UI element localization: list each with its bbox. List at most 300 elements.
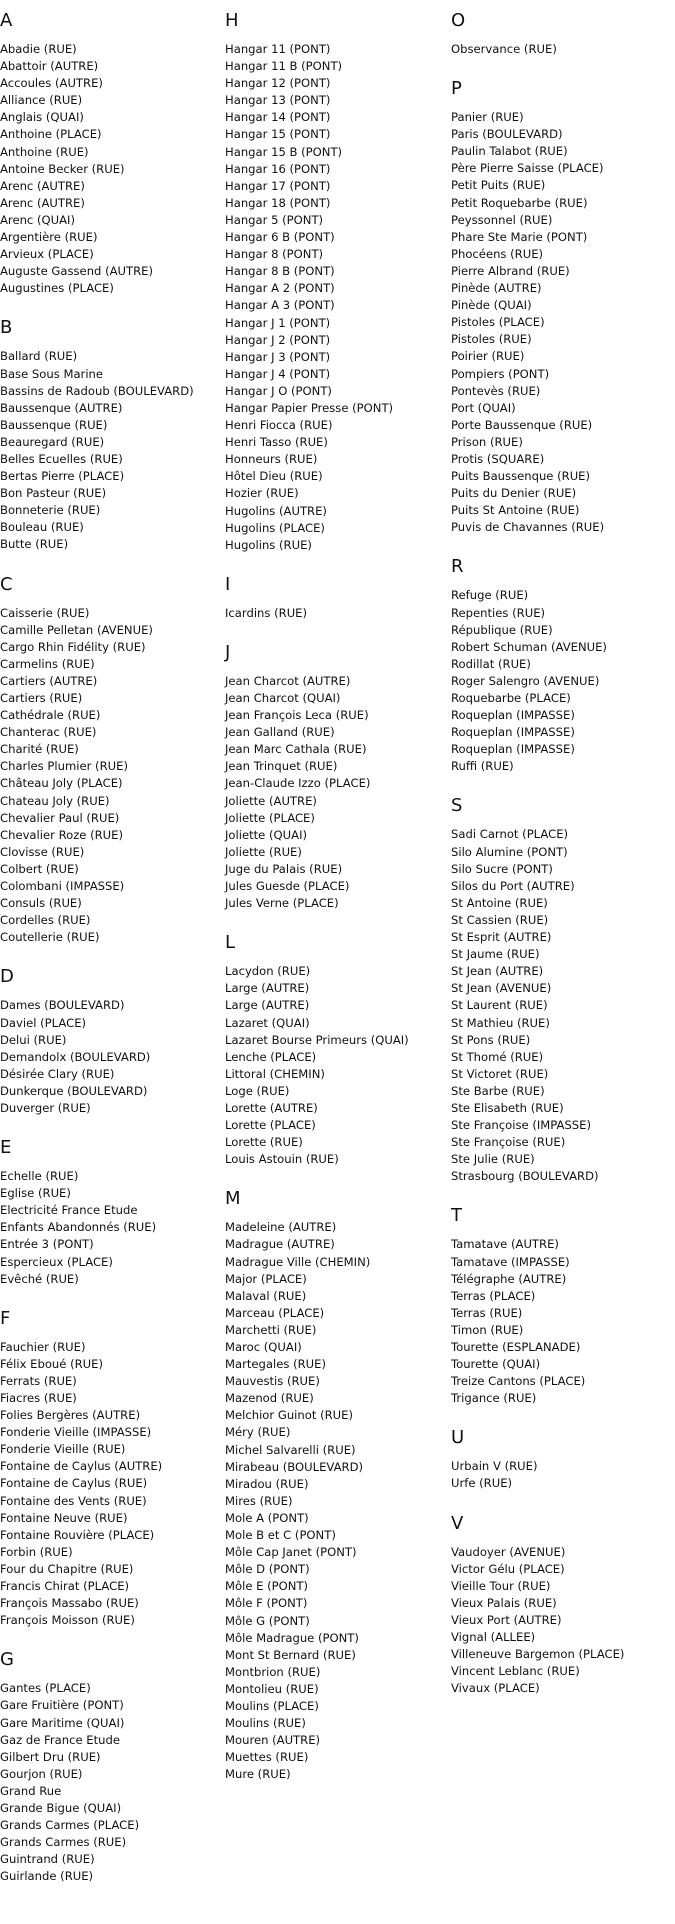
street-entry: Pompiers (PONT) xyxy=(451,366,550,381)
street-entry: Gaz de France Etude xyxy=(0,1732,120,1747)
street-entry: Cathédrale (RUE) xyxy=(0,708,101,723)
street-entry: Puits du Denier (RUE) xyxy=(451,486,577,501)
street-entry: Butte (RUE) xyxy=(0,537,69,552)
street-entry: Victor Gélu (PLACE) xyxy=(451,1561,565,1576)
street-entry: Roqueplan (IMPASSE) xyxy=(451,708,575,723)
street-entry: Pistoles (RUE) xyxy=(451,332,532,347)
street-entry: Bassins de Radoub (BOULEVARD) xyxy=(0,383,194,398)
letter-section xyxy=(225,10,445,554)
street-entry: Lacydon (RUE) xyxy=(225,964,311,979)
street-entry: Paulin Talabot (RUE) xyxy=(451,144,568,159)
street-entry: Grands Carmes (PLACE) xyxy=(0,1818,140,1833)
letter-section xyxy=(0,966,220,1117)
street-entry: Montbrion (RUE) xyxy=(225,1664,321,1679)
street-entry: Môle F (PONT) xyxy=(225,1596,308,1611)
street-entry: Puits St Antoine (RUE) xyxy=(451,503,580,518)
street-entry: Henri Tasso (RUE) xyxy=(225,435,328,450)
street-entry: Vivaux (PLACE) xyxy=(451,1681,540,1696)
letter-section xyxy=(0,317,220,553)
street-list xyxy=(451,1458,675,1492)
section-letter-heading: C xyxy=(0,573,13,595)
street-entry: Vaudoyer (AVENUE) xyxy=(451,1544,566,1559)
street-entry: St Jaume (RUE) xyxy=(451,947,540,962)
index-column xyxy=(225,0,445,1803)
street-entry: Accoules (AUTRE) xyxy=(0,76,103,91)
section-letter-heading: B xyxy=(0,317,13,339)
street-entry: Arenc (AUTRE) xyxy=(0,195,85,210)
street-entry: Miradou (RUE) xyxy=(225,1476,309,1491)
letter-section xyxy=(451,10,675,58)
street-entry: Ruffi (RUE) xyxy=(451,759,514,774)
street-entry: Pierre Albrand (RUE) xyxy=(451,263,570,278)
street-entry: Base Sous Marine xyxy=(0,366,104,381)
street-entry: Hangar 8 B (PONT) xyxy=(225,264,335,279)
street-entry: Gantes (PLACE) xyxy=(0,1681,91,1696)
street-entry: Hôtel Dieu (RUE) xyxy=(225,469,323,484)
street-list xyxy=(0,605,220,947)
street-entry: Terras (PLACE) xyxy=(451,1288,536,1303)
letter-section xyxy=(451,556,675,775)
street-entry: Cartiers (AUTRE) xyxy=(0,673,98,688)
street-entry: Colbert (RUE) xyxy=(0,861,79,876)
street-entry: Bonneterie (RUE) xyxy=(0,503,101,518)
street-entry: Hangar J 4 (PONT) xyxy=(225,366,331,381)
street-list xyxy=(451,1544,675,1698)
street-entry: Lazaret (QUAI) xyxy=(225,1015,310,1030)
street-entry: Hozier (RUE) xyxy=(225,486,299,501)
street-entry: Echelle (RUE) xyxy=(0,1169,79,1184)
street-entry: Treize Cantons (PLACE) xyxy=(451,1374,586,1389)
street-entry: Hangar J 2 (PONT) xyxy=(225,332,331,347)
street-entry: Roqueplan (IMPASSE) xyxy=(451,742,575,757)
street-entry: Hugolins (PLACE) xyxy=(225,520,325,535)
street-entry: Petit Puits (RUE) xyxy=(451,178,546,193)
street-entry: Villeneuve Bargemon (PLACE) xyxy=(451,1647,625,1662)
street-entry: Môle G (PONT) xyxy=(225,1613,310,1628)
street-entry: Hangar J O (PONT) xyxy=(225,383,332,398)
street-entry: Anthoine (RUE) xyxy=(0,144,89,159)
street-entry: Gilbert Dru (RUE) xyxy=(0,1749,101,1764)
street-entry: Hangar J 1 (PONT) xyxy=(225,315,331,330)
section-letter-heading: I xyxy=(225,573,231,595)
street-entry: Peyssonnel (RUE) xyxy=(451,212,553,227)
street-entry: Tourette (QUAI) xyxy=(451,1357,541,1372)
street-entry: Martegales (RUE) xyxy=(225,1357,327,1372)
street-entry: Colombani (IMPASSE) xyxy=(0,879,125,894)
street-entry: St Pons (RUE) xyxy=(451,1032,531,1047)
street-entry: Carmelins (RUE) xyxy=(0,656,95,671)
street-entry: Silo Alumine (PONT) xyxy=(451,844,568,859)
letter-section xyxy=(451,78,675,536)
street-entry: Roquebarbe (PLACE) xyxy=(451,691,571,705)
street-entry: St Cassien (RUE) xyxy=(451,912,549,927)
street-entry: Môle Cap Janet (PONT) xyxy=(225,1545,357,1560)
street-entry: Arenc (AUTRE) xyxy=(0,178,85,193)
street-entry: Hangar 14 (PONT) xyxy=(225,110,331,125)
street-entry: Bouleau (RUE) xyxy=(0,520,84,535)
street-entry: Mole B et C (PONT) xyxy=(225,1528,336,1543)
street-entry: Jean Galland (RUE) xyxy=(225,725,335,740)
letter-section xyxy=(0,1137,220,1288)
street-entry: Ste Barbe (RUE) xyxy=(451,1083,545,1098)
street-entry: Henri Fiocca (RUE) xyxy=(225,418,333,433)
letter-section xyxy=(0,1649,220,1885)
street-entry: Large (AUTRE) xyxy=(225,998,310,1013)
street-entry: Fauchier (RUE) xyxy=(0,1339,86,1354)
street-list xyxy=(0,1339,220,1630)
street-list xyxy=(0,1680,220,1885)
letter-section xyxy=(451,1513,675,1698)
street-entry: Consuls (RUE) xyxy=(0,896,82,911)
street-list xyxy=(451,41,675,58)
street-entry: Augustines (PLACE) xyxy=(0,281,114,296)
street-entry: Télégraphe (AUTRE) xyxy=(451,1271,567,1286)
street-entry: Gare Fruitière (PONT) xyxy=(0,1698,124,1713)
street-entry: Hangar A 2 (PONT) xyxy=(225,281,335,296)
street-entry: St Antoine (RUE) xyxy=(451,895,548,910)
street-entry: Roger Salengro (AVENUE) xyxy=(451,673,600,688)
street-entry: Bertas Pierre (PLACE) xyxy=(0,469,125,484)
street-entry: Eglise (RUE) xyxy=(0,1186,71,1201)
street-entry: Jean-Claude Izzo (PLACE) xyxy=(225,776,371,791)
street-entry: Strasbourg (BOULEVARD) xyxy=(451,1169,599,1184)
street-entry: Lenche (PLACE) xyxy=(225,1049,317,1064)
street-entry: Marchetti (RUE) xyxy=(225,1322,317,1337)
street-entry: Lazaret Bourse Primeurs (QUAI) xyxy=(225,1032,409,1047)
street-entry: Electricité France Etude xyxy=(0,1203,138,1218)
street-list xyxy=(451,1236,675,1407)
street-entry: Fonderie Vieille (IMPASSE) xyxy=(0,1425,152,1440)
street-entry: Daviel (PLACE) xyxy=(0,1015,87,1030)
street-entry: St Jean (AVENUE) xyxy=(451,981,552,996)
street-entry: Mazenod (RUE) xyxy=(225,1391,314,1406)
street-entry: St Thomé (RUE) xyxy=(451,1049,544,1064)
street-entry: Trigance (RUE) xyxy=(451,1391,537,1406)
street-entry: Grands Carmes (RUE) xyxy=(0,1835,127,1850)
street-entry: Terras (RUE) xyxy=(451,1305,523,1320)
street-entry: Grand Rue xyxy=(0,1783,62,1798)
letter-section xyxy=(225,1188,445,1783)
street-entry: Francis Chirat (PLACE) xyxy=(0,1579,130,1594)
street-entry: Abattoir (AUTRE) xyxy=(0,59,99,74)
street-entry: Belles Ecuelles (RUE) xyxy=(0,451,123,466)
section-letter-heading: J xyxy=(225,641,231,663)
street-entry: Louis Astouin (RUE) xyxy=(225,1152,339,1167)
street-entry: St Jean (AUTRE) xyxy=(451,964,544,979)
street-entry: Rodillat (RUE) xyxy=(451,656,531,671)
street-entry: Puvis de Chavannes (RUE) xyxy=(451,520,605,535)
street-entry: Espercieux (PLACE) xyxy=(0,1254,113,1269)
street-entry: Robert Schuman (AVENUE) xyxy=(451,639,607,654)
street-entry: Pinède (QUAI) xyxy=(451,298,532,313)
street-entry: Joliette (PLACE) xyxy=(225,810,315,825)
street-entry: Mure (RUE) xyxy=(225,1767,291,1782)
street-entry: Jean Charcot (QUAI) xyxy=(225,691,341,705)
street-entry: Marceau (PLACE) xyxy=(225,1305,325,1320)
street-entry: Porte Baussenque (RUE) xyxy=(451,417,593,432)
street-entry: Vincent Leblanc (RUE) xyxy=(451,1664,580,1679)
street-entry: Cartiers (RUE) xyxy=(0,691,83,705)
street-entry: Paris (BOULEVARD) xyxy=(451,127,563,142)
street-entry: Méry (RUE) xyxy=(225,1425,291,1440)
street-entry: Urbain V (RUE) xyxy=(451,1459,538,1474)
section-letter-heading: T xyxy=(451,1205,462,1227)
street-entry: Grande Bigue (QUAI) xyxy=(0,1800,122,1815)
section-letter-heading: R xyxy=(451,556,464,578)
street-entry: Loge (RUE) xyxy=(225,1083,290,1098)
street-entry: Tourette (ESPLANADE) xyxy=(451,1340,581,1354)
street-entry: St Laurent (RUE) xyxy=(451,998,548,1013)
letter-section xyxy=(451,1205,675,1407)
street-entry: Icardins (RUE) xyxy=(225,605,308,620)
street-entry: Môle D (PONT) xyxy=(225,1562,310,1577)
street-entry: Ste Julie (RUE) xyxy=(451,1152,535,1167)
street-entry: Jules Guesde (PLACE) xyxy=(225,879,350,894)
street-entry: Vieux Port (AUTRE) xyxy=(451,1612,562,1627)
street-entry: Folies Bergères (AUTRE) xyxy=(0,1408,141,1423)
street-entry: Forbin (RUE) xyxy=(0,1544,73,1559)
street-entry: Chanterac (RUE) xyxy=(0,725,97,740)
street-entry: Beauregard (RUE) xyxy=(0,434,105,449)
letter-section xyxy=(0,10,220,297)
street-entry: François Moisson (RUE) xyxy=(0,1613,135,1628)
street-entry: St Victoret (RUE) xyxy=(451,1066,549,1081)
street-entry: Entrée 3 (PONT) xyxy=(0,1237,94,1252)
street-list xyxy=(451,109,675,536)
street-entry: Argentière (RUE) xyxy=(0,230,98,245)
street-entry: Mouren (AUTRE) xyxy=(225,1733,321,1748)
street-entry: Duverger (RUE) xyxy=(0,1100,91,1115)
street-entry: Hangar 6 B (PONT) xyxy=(225,230,335,245)
street-entry: Bon Pasteur (RUE) xyxy=(0,486,107,501)
street-entry: Pinède (AUTRE) xyxy=(451,281,542,296)
street-entry: Demandolx (BOULEVARD) xyxy=(0,1049,151,1064)
street-entry: Major (PLACE) xyxy=(225,1271,307,1286)
street-entry: Chateau Joly (RUE) xyxy=(0,793,110,808)
street-entry: Moulins (PLACE) xyxy=(225,1698,319,1713)
street-entry: Port (QUAI) xyxy=(451,400,516,415)
street-entry: Arenc (QUAI) xyxy=(0,212,75,227)
street-entry: Gourjon (RUE) xyxy=(0,1766,83,1781)
letter-section xyxy=(451,1427,675,1492)
street-entry: Panier (RUE) xyxy=(451,110,524,125)
street-entry: Sadi Carnot (PLACE) xyxy=(451,827,569,842)
street-entry: Silo Sucre (PONT) xyxy=(451,861,553,876)
street-entry: Hugolins (RUE) xyxy=(225,537,312,552)
street-entry: Enfants Abandonnés (RUE) xyxy=(0,1220,157,1235)
street-entry: Poirier (RUE) xyxy=(451,349,525,364)
letter-section xyxy=(225,642,445,912)
street-entry: Lorette (RUE) xyxy=(225,1135,303,1150)
street-entry: Cargo Rhin Fidélity (RUE) xyxy=(0,639,146,654)
section-letter-heading: H xyxy=(225,10,239,31)
section-letter-heading: O xyxy=(451,10,466,31)
street-entry: Protis (SQUARE) xyxy=(451,451,545,466)
street-entry: Pontevès (RUE) xyxy=(451,383,541,398)
street-entry: Joliette (QUAI) xyxy=(225,827,308,842)
section-letter-heading: L xyxy=(225,932,236,954)
letter-section xyxy=(225,574,445,622)
street-entry: Alliance (RUE) xyxy=(0,93,83,108)
street-entry: Madeleine (AUTRE) xyxy=(225,1220,337,1235)
section-letter-heading: V xyxy=(451,1512,464,1534)
street-entry: Gare Maritime (QUAI) xyxy=(0,1715,125,1730)
street-list xyxy=(225,673,445,912)
street-entry: Fontaine de Caylus (AUTRE) xyxy=(0,1459,163,1474)
street-entry: Charité (RUE) xyxy=(0,742,79,757)
street-entry: Puits Baussenque (RUE) xyxy=(451,469,591,484)
street-entry: Caisserie (RUE) xyxy=(0,605,90,620)
street-entry: Delui (RUE) xyxy=(0,1032,67,1047)
street-list xyxy=(225,605,445,622)
street-entry: Auguste Gassend (AUTRE) xyxy=(0,264,154,279)
street-entry: Montolieu (RUE) xyxy=(225,1681,319,1696)
street-entry: Timon (RUE) xyxy=(451,1322,524,1337)
street-entry: Lorette (PLACE) xyxy=(225,1118,316,1133)
street-list xyxy=(451,826,675,1185)
index-column xyxy=(451,0,675,1717)
index-column xyxy=(0,0,220,1905)
street-entry: Pistoles (PLACE) xyxy=(451,315,545,330)
street-entry: François Massabo (RUE) xyxy=(0,1596,139,1611)
street-entry: Prison (RUE) xyxy=(451,434,523,449)
street-entry: Hangar 13 (PONT) xyxy=(225,93,331,108)
street-entry: Littoral (CHEMIN) xyxy=(225,1066,325,1081)
letter-section xyxy=(225,932,445,1168)
street-entry: Hangar A 3 (PONT) xyxy=(225,298,335,313)
street-list xyxy=(0,41,220,297)
street-entry: Vieille Tour (RUE) xyxy=(451,1578,551,1593)
section-letter-heading: F xyxy=(0,1307,11,1329)
street-entry: Evêché (RUE) xyxy=(0,1271,79,1286)
street-entry: Phare Ste Marie (PONT) xyxy=(451,229,588,244)
section-letter-heading: S xyxy=(451,795,463,817)
street-entry: Vieux Palais (RUE) xyxy=(451,1595,557,1610)
street-entry: Fontaine de Caylus (RUE) xyxy=(0,1476,148,1491)
street-entry: Maroc (QUAI) xyxy=(225,1340,302,1354)
street-entry: Jean Marc Cathala (RUE) xyxy=(225,742,367,757)
street-entry: Hangar 8 (PONT) xyxy=(225,247,324,262)
section-letter-heading: D xyxy=(0,966,14,988)
street-entry: Ferrats (RUE) xyxy=(0,1373,77,1388)
street-entry: Madrague Ville (CHEMIN) xyxy=(225,1254,371,1269)
street-entry: Hangar 15 B (PONT) xyxy=(225,144,343,159)
street-entry: Phocéens (RUE) xyxy=(451,246,544,261)
street-entry: Michel Salvarelli (RUE) xyxy=(225,1442,356,1457)
street-entry: Jean Charcot (AUTRE) xyxy=(225,673,351,688)
street-entry: Cordelles (RUE) xyxy=(0,913,91,928)
street-entry: Dames (BOULEVARD) xyxy=(0,998,125,1013)
letter-section xyxy=(0,1308,220,1630)
street-entry: Père Pierre Saisse (PLACE) xyxy=(451,161,604,176)
street-list xyxy=(225,1219,445,1783)
street-entry: Petit Roquebarbe (RUE) xyxy=(451,195,588,210)
street-entry: Camille Pelletan (AVENUE) xyxy=(0,622,153,637)
street-entry: Fontaine Neuve (RUE) xyxy=(0,1510,128,1525)
letter-section xyxy=(451,795,675,1185)
street-entry: Hangar 15 (PONT) xyxy=(225,127,331,142)
street-list xyxy=(0,1168,220,1288)
street-entry: Ste Françoise (IMPASSE) xyxy=(451,1118,592,1133)
street-entry: Urfe (RUE) xyxy=(451,1476,513,1491)
street-entry: Hangar 16 (PONT) xyxy=(225,161,331,176)
street-entry: Joliette (AUTRE) xyxy=(225,793,317,808)
street-entry: Large (AUTRE) xyxy=(225,981,310,996)
street-entry: Fontaine Rouvière (PLACE) xyxy=(0,1527,155,1542)
street-entry: Hangar 5 (PONT) xyxy=(225,212,324,227)
street-entry: Guirlande (RUE) xyxy=(0,1869,94,1884)
street-entry: Silos du Port (AUTRE) xyxy=(451,878,575,893)
street-entry: Tamatave (AUTRE) xyxy=(451,1237,559,1252)
street-entry: Lorette (AUTRE) xyxy=(225,1100,318,1115)
street-entry: Chevalier Roze (RUE) xyxy=(0,827,124,842)
street-entry: Arvieux (PLACE) xyxy=(0,247,94,262)
street-entry: Hangar 17 (PONT) xyxy=(225,178,331,193)
street-entry: Désirée Clary (RUE) xyxy=(0,1066,115,1081)
street-list xyxy=(225,41,445,554)
street-entry: Hangar Papier Presse (PONT) xyxy=(225,400,394,415)
street-entry: Juge du Palais (RUE) xyxy=(225,861,343,876)
street-entry: Four du Chapitre (RUE) xyxy=(0,1561,134,1576)
street-entry: Anthoine (PLACE) xyxy=(0,127,102,142)
street-entry: Anglais (QUAI) xyxy=(0,110,84,125)
street-entry: Observance (RUE) xyxy=(451,42,557,56)
street-entry: St Mathieu (RUE) xyxy=(451,1015,550,1030)
street-entry: Hangar 11 B (PONT) xyxy=(225,59,343,74)
street-entry: Hangar 18 (PONT) xyxy=(225,195,331,210)
street-entry: Fiacres (RUE) xyxy=(0,1391,77,1405)
street-entry: Malaval (RUE) xyxy=(225,1288,307,1303)
street-entry: Moulins (RUE) xyxy=(225,1716,306,1731)
street-entry: Hangar 11 (PONT) xyxy=(225,42,331,56)
street-entry: Dunkerque (BOULEVARD) xyxy=(0,1083,148,1098)
street-entry: Madrague (AUTRE) xyxy=(225,1237,335,1252)
street-entry: Charles Plumier (RUE) xyxy=(0,759,128,774)
street-entry: Fonderie Vieille (RUE) xyxy=(0,1442,126,1457)
street-entry: Mole A (PONT) xyxy=(225,1510,309,1525)
street-entry: Repenties (RUE) xyxy=(451,605,546,620)
street-entry: Baussenque (AUTRE) xyxy=(0,400,123,415)
street-entry: Ballard (RUE) xyxy=(0,349,78,364)
street-entry: Antoine Becker (RUE) xyxy=(0,161,125,176)
street-entry: Roqueplan (IMPASSE) xyxy=(451,725,575,740)
letter-section xyxy=(0,574,220,947)
street-entry: Joliette (RUE) xyxy=(225,844,302,859)
street-list xyxy=(0,997,220,1117)
street-entry: Chevalier Paul (RUE) xyxy=(0,810,120,825)
street-entry: Môle E (PONT) xyxy=(225,1579,309,1594)
section-letter-heading: M xyxy=(225,1188,241,1210)
street-entry: Baussenque (RUE) xyxy=(0,417,108,432)
street-list xyxy=(0,348,220,553)
street-entry: Mont St Bernard (RUE) xyxy=(225,1647,356,1662)
street-entry: Fontaine des Vents (RUE) xyxy=(0,1493,147,1508)
street-entry: Hangar 12 (PONT) xyxy=(225,76,331,91)
street-entry: République (RUE) xyxy=(451,622,553,637)
street-entry: Félix Eboué (RUE) xyxy=(0,1356,104,1371)
street-entry: Vignal (ALLEE) xyxy=(451,1630,536,1645)
section-letter-heading: U xyxy=(451,1427,465,1449)
section-letter-heading: P xyxy=(451,78,462,100)
street-entry: Coutellerie (RUE) xyxy=(0,930,100,945)
street-entry: Jean François Leca (RUE) xyxy=(225,708,369,723)
street-entry: St Esprit (AUTRE) xyxy=(451,930,552,945)
street-entry: Clovisse (RUE) xyxy=(0,844,85,859)
street-list xyxy=(225,963,445,1168)
street-entry: Mauvestis (RUE) xyxy=(225,1374,320,1389)
street-entry: Muettes (RUE) xyxy=(225,1750,309,1765)
street-entry: Tamatave (IMPASSE) xyxy=(451,1254,570,1269)
